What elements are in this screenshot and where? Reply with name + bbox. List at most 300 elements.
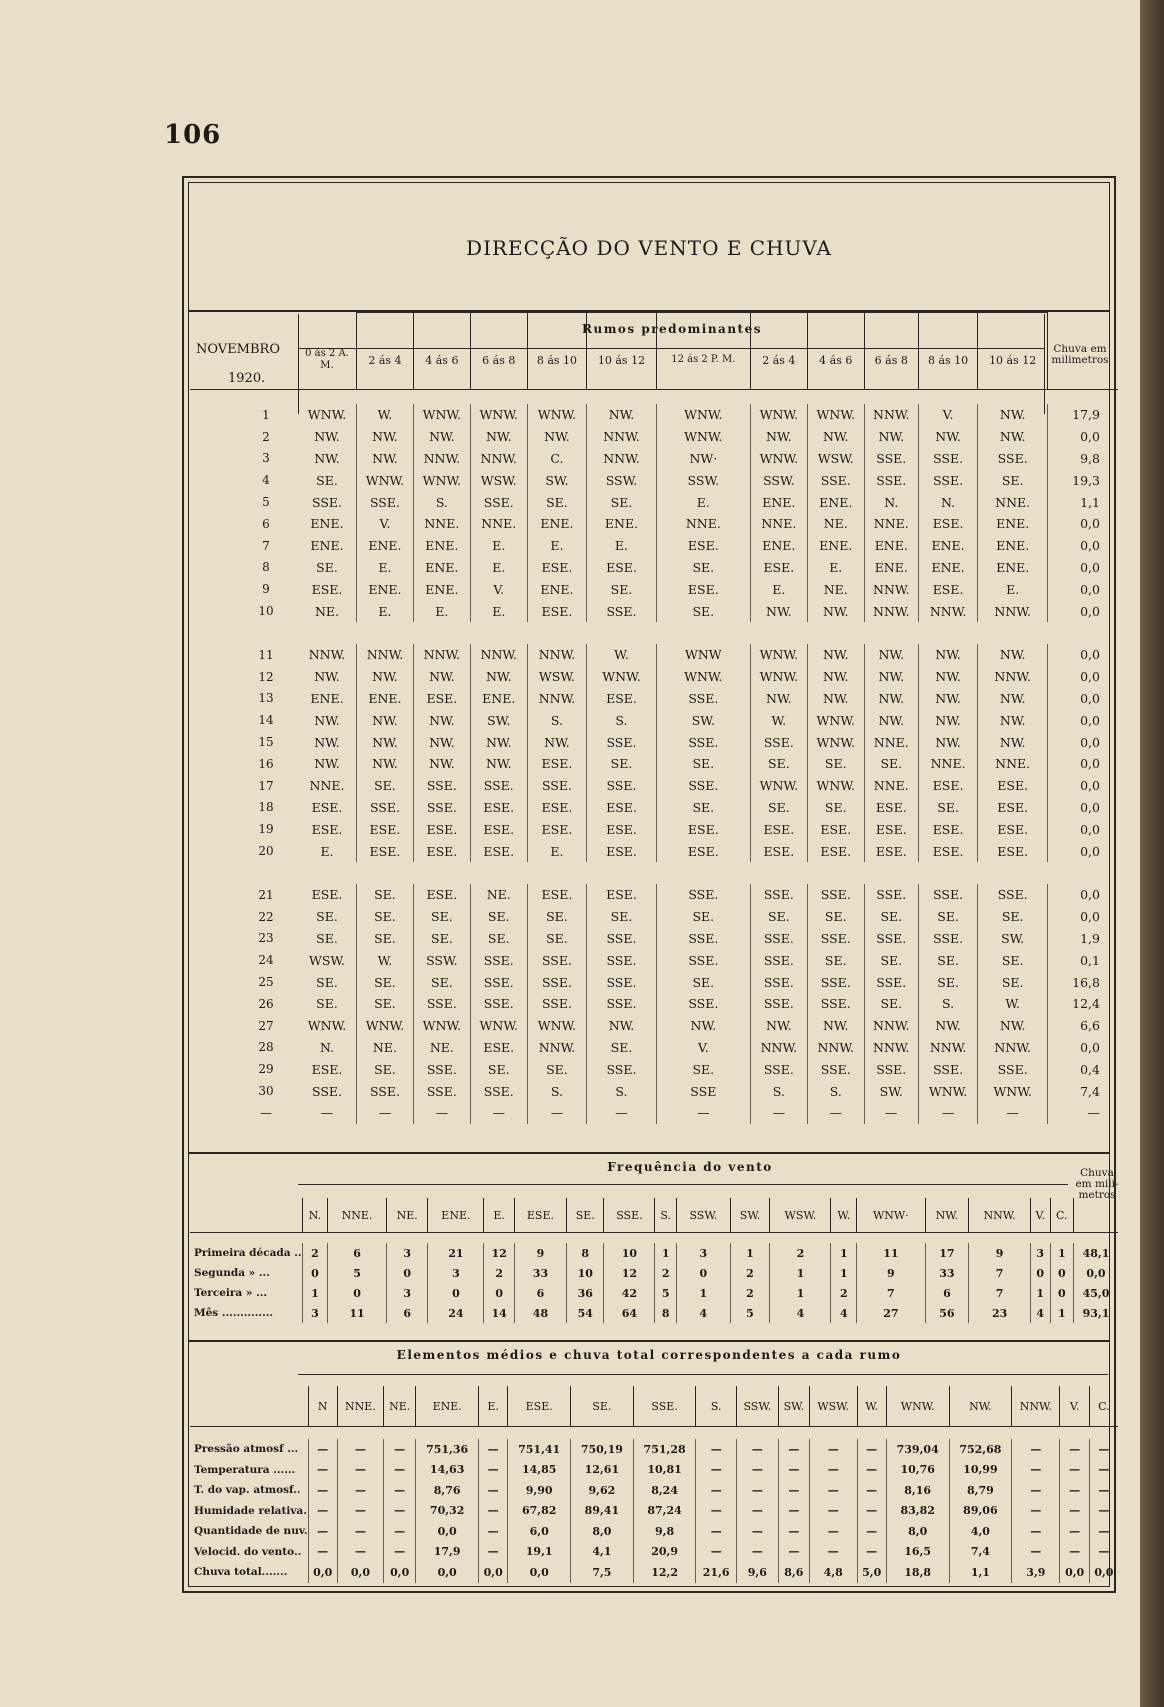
wind-direction-cell: NW.	[807, 666, 864, 688]
wind-direction-cell: NNE.	[978, 491, 1048, 513]
wind-direction-cell: ENE.	[527, 578, 586, 600]
row-label: Temperatura ......	[194, 1463, 296, 1476]
hour-header	[527, 313, 586, 390]
hours-header-row	[190, 313, 1118, 390]
wind-direction-cell: ESE.	[918, 840, 977, 862]
wind-direction-cell: ESE.	[918, 775, 977, 797]
frequency-cell: 33	[514, 1263, 566, 1283]
rain-cell: 0,0	[1048, 535, 1119, 557]
frequency-cell: 6	[327, 1243, 386, 1263]
wind-direction-cell: WSW.	[807, 448, 864, 470]
wind-direction-cell: SE.	[357, 775, 414, 797]
table-row	[190, 1542, 1118, 1563]
element-cell: —	[778, 1521, 809, 1542]
wind-direction-cell: SSE.	[413, 993, 470, 1015]
rain-cell: 0,0	[1048, 818, 1119, 840]
table-row	[190, 906, 1118, 928]
table-row	[190, 578, 1118, 600]
element-cell: —	[1012, 1439, 1060, 1460]
hour-header	[864, 313, 918, 390]
wind-direction-cell: SE.	[978, 949, 1048, 971]
rain-cell: 0,0	[1048, 600, 1119, 622]
wind-direction-cell: NW.	[413, 753, 470, 775]
wind-direction-cell: SE.	[807, 906, 864, 928]
frequency-cell: 7	[969, 1263, 1031, 1283]
wind-direction-cell: ESE.	[807, 840, 864, 862]
element-cell: 0,0	[1089, 1562, 1118, 1583]
wind-direction-cell: NW.	[750, 688, 807, 710]
day-number: 17	[258, 778, 274, 793]
element-cell: —	[857, 1480, 886, 1501]
wind-direction-cell: SE.	[357, 928, 414, 950]
wind-direction-cell: NNE.	[864, 731, 918, 753]
wind-direction-cell: E.	[357, 557, 414, 579]
header-spacer	[190, 313, 298, 390]
wind-direction-cell: SSW.	[587, 469, 657, 491]
wind-direction-cell: NE.	[357, 1037, 414, 1059]
rain-cell: 0,0	[1048, 797, 1119, 819]
wind-direction-cell: ENE.	[357, 688, 414, 710]
element-cell: —	[809, 1439, 857, 1460]
frequency-col-header: NNW.	[969, 1198, 1031, 1233]
frequency-cell: 4	[1030, 1303, 1050, 1323]
element-cell: —	[696, 1480, 736, 1501]
element-cell: —	[384, 1480, 416, 1501]
section-rule-2	[188, 1152, 1110, 1154]
wind-direction-cell: SSW.	[750, 469, 807, 491]
wind-direction-cell: W.	[357, 404, 414, 426]
frequency-cell: 2	[730, 1263, 770, 1283]
wind-direction-cell: SSE.	[918, 928, 977, 950]
element-cell: —	[337, 1521, 383, 1542]
wind-direction-cell: NNE.	[656, 513, 750, 535]
wind-direction-cell: SE.	[413, 971, 470, 993]
table-row	[190, 1303, 1118, 1323]
wind-direction-cell: WSW.	[470, 469, 527, 491]
wind-direction-cell: SE.	[527, 928, 586, 950]
wind-direction-cell: E.	[978, 578, 1048, 600]
row-label: Quantidade de nuv.	[194, 1525, 308, 1538]
element-cell: —	[337, 1460, 383, 1481]
element-cell: 10,99	[949, 1460, 1012, 1481]
wind-direction-cell: NW.	[527, 731, 586, 753]
hour-label: 12 ás 2 P. M.	[671, 354, 736, 365]
element-cell: —	[337, 1501, 383, 1522]
wind-direction-cell: WSW.	[308, 952, 346, 968]
wind-direction-cell: SE.	[656, 753, 750, 775]
frequency-cell: 11	[327, 1303, 386, 1323]
rain-col-header	[1048, 313, 1119, 390]
wind-direction-cell: WNW.	[307, 407, 347, 423]
wind-direction-cell: NNE.	[470, 513, 527, 535]
wind-direction-cell: NW.	[750, 600, 807, 622]
wind-direction-cell: SSE.	[918, 884, 977, 906]
hour-header	[656, 313, 750, 390]
hour-label: 2 ás 4	[762, 353, 796, 367]
element-cell: 0,0	[508, 1562, 571, 1583]
element-cell: 6,0	[508, 1521, 571, 1542]
frequency-cell: 12	[484, 1243, 514, 1263]
frequency-cell: 2	[303, 1243, 328, 1263]
day-number: 21	[258, 887, 274, 902]
frequency-cell: 1	[730, 1243, 770, 1263]
hour-header	[413, 313, 470, 390]
frequency-cell: 4	[770, 1303, 831, 1323]
decade-gap	[190, 622, 1118, 644]
wind-direction-cell: NNW.	[308, 647, 346, 663]
wind-direction-cell: SE.	[864, 993, 918, 1015]
wind-direction-cell: SSE.	[656, 884, 750, 906]
element-cell: —	[809, 1501, 857, 1522]
wind-direction-cell: SSE.	[527, 775, 586, 797]
rain-cell: 0,0	[1048, 906, 1119, 928]
frequency-col-header: E.	[484, 1198, 514, 1233]
day-number: 10	[258, 604, 274, 619]
frequency-cell: 0	[1030, 1263, 1050, 1283]
hour-header	[750, 313, 807, 390]
element-cell: 0,0	[416, 1562, 479, 1583]
wind-direction-cell: NNE.	[750, 513, 807, 535]
wind-direction-cell: NW.	[470, 666, 527, 688]
wind-direction-cell: NE.	[807, 578, 864, 600]
frequency-cell: 0	[303, 1263, 328, 1283]
wind-direction-cell: SSE.	[864, 928, 918, 950]
wind-direction-cell: E.	[320, 843, 334, 859]
wind-direction-cell: NNW.	[918, 600, 977, 622]
wind-direction-cell: ESE.	[656, 578, 750, 600]
frequency-cell: 54	[567, 1303, 604, 1323]
hour-header	[470, 313, 527, 390]
elements-rule	[298, 1374, 1108, 1375]
wind-direction-cell: ENE.	[978, 513, 1048, 535]
element-cell: —	[696, 1542, 736, 1563]
wind-direction-cell: SSE.	[864, 884, 918, 906]
table-row	[190, 535, 1118, 557]
frequency-cell: 6	[387, 1303, 428, 1323]
wind-direction-cell: WNW.	[470, 404, 527, 426]
wind-direction-cell: WNW.	[750, 448, 807, 470]
day-number: 18	[258, 800, 274, 815]
wind-direction-cell: NW.	[413, 731, 470, 753]
rain-cell: 0,0	[1048, 426, 1119, 448]
wind-direction-cell: SSE.	[918, 448, 977, 470]
wind-direction-cell: ENE.	[807, 491, 864, 513]
wind-direction-cell: NNE.	[978, 753, 1048, 775]
frequency-cell: 6	[925, 1283, 969, 1303]
wind-direction-cell: N.	[319, 1039, 335, 1055]
element-cell: 70,32	[416, 1501, 479, 1522]
element-cell: —	[778, 1501, 809, 1522]
wind-direction-cell: ENE.	[413, 578, 470, 600]
element-cell: —	[337, 1439, 383, 1460]
wind-direction-cell: SSE.	[807, 993, 864, 1015]
wind-direction-cell: WSW.	[527, 666, 586, 688]
frequency-cell: 3	[1030, 1243, 1050, 1263]
wind-direction-cell: NW.	[357, 709, 414, 731]
elements-col-header: W.	[857, 1386, 886, 1427]
hour-label: 8 ás 10	[927, 353, 969, 367]
wind-direction-cell: SE.	[656, 971, 750, 993]
dash-cell: —	[527, 1102, 586, 1124]
element-cell: —	[736, 1501, 778, 1522]
element-cell: —	[736, 1521, 778, 1542]
table-row	[190, 1283, 1118, 1303]
frequency-cell: 1	[1050, 1243, 1073, 1263]
wind-direction-cell: NW.	[864, 709, 918, 731]
element-cell: 752,68	[949, 1439, 1012, 1460]
frequency-cell: 36	[567, 1283, 604, 1303]
rain-cell: 0,0	[1048, 709, 1119, 731]
frequency-cell: 48	[514, 1303, 566, 1323]
wind-direction-cell: NE.	[807, 513, 864, 535]
day-number: 1	[262, 407, 270, 422]
element-cell: 750,19	[571, 1439, 634, 1460]
wind-direction-cell: SE.	[587, 491, 657, 513]
row-label: T. do vap. atmosf..	[194, 1484, 301, 1497]
wind-direction-cell: NNW.	[978, 1037, 1048, 1059]
wind-direction-cell: NW.	[357, 731, 414, 753]
wind-direction-cell: SE.	[587, 578, 657, 600]
table-row	[190, 840, 1118, 862]
wind-direction-cell: ESE.	[311, 581, 343, 597]
wind-direction-cell: SE.	[527, 906, 586, 928]
frequency-col-header: SE.	[567, 1198, 604, 1233]
wind-direction-cell: NNW.	[357, 644, 414, 666]
frequency-cell: 27	[857, 1303, 925, 1323]
table-row	[190, 1460, 1118, 1481]
row-label: Segunda » ...	[194, 1267, 270, 1279]
elements-col-header: ENE.	[416, 1386, 479, 1427]
wind-direction-cell: ESE.	[918, 818, 977, 840]
wind-direction-cell: SSE.	[807, 469, 864, 491]
wind-direction-cell: SSE.	[918, 469, 977, 491]
wind-direction-cell: SE.	[587, 1037, 657, 1059]
wind-direction-cell: NW.	[413, 426, 470, 448]
table-row	[190, 469, 1118, 491]
wind-direction-cell: V.	[918, 404, 977, 426]
wind-direction-cell: SSE.	[587, 928, 657, 950]
elements-col-header: WSW.	[809, 1386, 857, 1427]
wind-direction-cell: NW.	[314, 712, 340, 728]
frequency-col-header: C.	[1050, 1198, 1073, 1233]
wind-direction-cell: SW.	[864, 1080, 918, 1102]
wind-direction-cell: NW.	[978, 731, 1048, 753]
wind-direction-cell: WNW.	[413, 469, 470, 491]
element-cell: 7,5	[571, 1562, 634, 1583]
wind-direction-cell: ESE.	[527, 557, 586, 579]
table-row	[190, 1080, 1118, 1102]
wind-direction-cell: SSE.	[527, 949, 586, 971]
element-cell: —	[384, 1542, 416, 1563]
frequency-cell: 0	[484, 1283, 514, 1303]
hour-label: 6 ás 8	[874, 353, 908, 367]
dash-cell: —	[750, 1102, 807, 1124]
element-cell: 8,0	[886, 1521, 949, 1542]
element-cell: —	[308, 1480, 337, 1501]
frequency-cell: 3	[387, 1243, 428, 1263]
element-cell: 8,0	[571, 1521, 634, 1542]
wind-direction-cell: SE.	[316, 559, 338, 575]
table-row	[190, 1562, 1118, 1583]
frequency-cell: 1	[770, 1263, 831, 1283]
wind-direction-cell: SE.	[978, 906, 1048, 928]
rain-cell: 0,0	[1048, 1037, 1119, 1059]
element-cell: 83,82	[886, 1501, 949, 1522]
wind-direction-cell: S.	[750, 1080, 807, 1102]
rain-cell: 1,9	[1048, 928, 1119, 950]
wind-direction-cell: SSE.	[656, 928, 750, 950]
rain-cell: 16,8	[1048, 971, 1119, 993]
wind-direction-cell: ESE.	[587, 884, 657, 906]
wind-direction-cell: NNW.	[527, 1037, 586, 1059]
elements-col-header: ESE.	[508, 1386, 571, 1427]
wind-direction-cell: SE.	[656, 557, 750, 579]
elements-col-header: N	[308, 1386, 337, 1427]
frequency-cell: 1	[831, 1243, 857, 1263]
frequency-body	[190, 1233, 1118, 1324]
wind-direction-cell: NE.	[314, 603, 340, 619]
wind-direction-cell: SE.	[470, 928, 527, 950]
frequency-cell: 1	[1030, 1283, 1050, 1303]
wind-direction-cell: SSE.	[807, 1058, 864, 1080]
wind-direction-cell: NNW.	[587, 426, 657, 448]
wind-direction-cell: NW.	[978, 688, 1048, 710]
elements-col-header: SSW.	[736, 1386, 778, 1427]
frequency-col-header: W.	[831, 1198, 857, 1233]
wind-direction-cell: NNW.	[587, 448, 657, 470]
wind-direction-cell: ESE.	[918, 578, 977, 600]
wind-direction-cell: NW.	[978, 1015, 1048, 1037]
wind-direction-cell: ENE.	[357, 578, 414, 600]
element-cell: 5,0	[857, 1562, 886, 1583]
element-cell: —	[736, 1439, 778, 1460]
element-cell: 14,85	[508, 1460, 571, 1481]
wind-direction-cell: NW.	[656, 1015, 750, 1037]
wind-direction-cell: SSW.	[413, 949, 470, 971]
element-cell: 21,6	[696, 1562, 736, 1583]
wind-direction-cell: ESE.	[864, 797, 918, 819]
element-cell: 0,0	[479, 1562, 508, 1583]
wind-direction-cell: SE.	[978, 971, 1048, 993]
wind-direction-cell: ESE.	[750, 840, 807, 862]
wind-direction-cell: SSE.	[527, 971, 586, 993]
element-cell: 14,63	[416, 1460, 479, 1481]
wind-direction-cell: S.	[587, 1080, 657, 1102]
element-cell: 67,82	[508, 1501, 571, 1522]
wind-direction-cell: ESE.	[918, 513, 977, 535]
day-number: 22	[258, 909, 274, 924]
wind-direction-cell: NW.	[807, 688, 864, 710]
frequency-cell: 9	[969, 1243, 1031, 1263]
day-number: 5	[262, 495, 270, 510]
table-row	[190, 1058, 1118, 1080]
table-row	[190, 949, 1118, 971]
wind-direction-cell: NW.	[864, 666, 918, 688]
wind-direction-cell: SSE.	[587, 1058, 657, 1080]
wind-direction-cell: NW.	[918, 688, 977, 710]
element-cell: —	[696, 1521, 736, 1542]
elements-col-header: S.	[696, 1386, 736, 1427]
wind-direction-cell: WNW.	[656, 666, 750, 688]
rain-cell: 0,0	[1048, 666, 1119, 688]
element-cell: —	[337, 1480, 383, 1501]
wind-direction-cell: SE.	[316, 472, 338, 488]
wind-direction-cell: NW.	[357, 753, 414, 775]
wind-direction-cell: NNE.	[309, 778, 345, 794]
wind-direction-cell: WNW.	[750, 666, 807, 688]
header-rule-row	[190, 1427, 1118, 1440]
wind-direction-cell: NW.	[918, 731, 977, 753]
wind-direction-cell: SSE	[656, 1080, 750, 1102]
dash-cell: —	[470, 1102, 527, 1124]
wind-direction-cell: NW.	[314, 450, 340, 466]
wind-direction-cell: SSE.	[750, 993, 807, 1015]
wind-direction-cell: NNW.	[978, 666, 1048, 688]
rain-cell: 0,0	[1048, 731, 1119, 753]
table-row	[190, 448, 1118, 470]
dash-cell: —	[656, 1102, 750, 1124]
elements-col-header: E.	[479, 1386, 508, 1427]
row-label: Mês ..............	[194, 1307, 274, 1319]
wind-direction-cell: SE.	[357, 1058, 414, 1080]
wind-direction-cell: V.	[357, 513, 414, 535]
wind-direction-cell: NNW.	[864, 404, 918, 426]
wind-direction-cell: SE.	[807, 797, 864, 819]
element-cell: 4,8	[809, 1562, 857, 1583]
frequency-col-header: WNW·	[857, 1198, 925, 1233]
frequency-cell: 2	[730, 1283, 770, 1303]
table-row	[190, 1015, 1118, 1037]
element-cell: —	[308, 1501, 337, 1522]
frequency-cell: 2	[770, 1243, 831, 1263]
element-cell: —	[384, 1501, 416, 1522]
day-number: 24	[258, 953, 274, 968]
gap-cell	[190, 862, 1118, 884]
wind-direction-cell: NW.	[918, 1015, 977, 1037]
frequency-col-header: ENE.	[428, 1198, 484, 1233]
element-cell: 18,8	[886, 1562, 949, 1583]
wind-direction-cell: ESE.	[978, 797, 1048, 819]
table-row	[190, 1439, 1118, 1460]
hour-header	[357, 313, 414, 390]
frequency-col-header: SSE.	[604, 1198, 655, 1233]
wind-direction-cell: ENE.	[413, 557, 470, 579]
day-number: 27	[258, 1018, 274, 1033]
element-cell: —	[308, 1460, 337, 1481]
rain-cell: 48,1	[1074, 1243, 1119, 1263]
table-row	[190, 688, 1118, 710]
element-cell: —	[1089, 1460, 1118, 1481]
day-number: 30	[258, 1084, 274, 1098]
day-number: 26	[258, 996, 274, 1011]
day-number: 14	[258, 713, 274, 728]
element-cell: —	[857, 1542, 886, 1563]
frequency-cell: 14	[484, 1303, 514, 1323]
wind-direction-cell: SSE.	[357, 491, 414, 513]
wind-direction-cell: ESE.	[470, 818, 527, 840]
table-row	[190, 731, 1118, 753]
element-cell: —	[696, 1460, 736, 1481]
wind-direction-cell: WNW.	[587, 666, 657, 688]
wind-direction-cell: SE.	[527, 1058, 586, 1080]
table-row	[190, 928, 1118, 950]
element-cell: —	[696, 1439, 736, 1460]
element-cell: —	[857, 1460, 886, 1481]
wind-direction-cell: ENE.	[978, 557, 1048, 579]
element-cell: —	[308, 1521, 337, 1542]
frequency-cell: 0	[387, 1263, 428, 1283]
element-cell: 0,0	[337, 1562, 383, 1583]
